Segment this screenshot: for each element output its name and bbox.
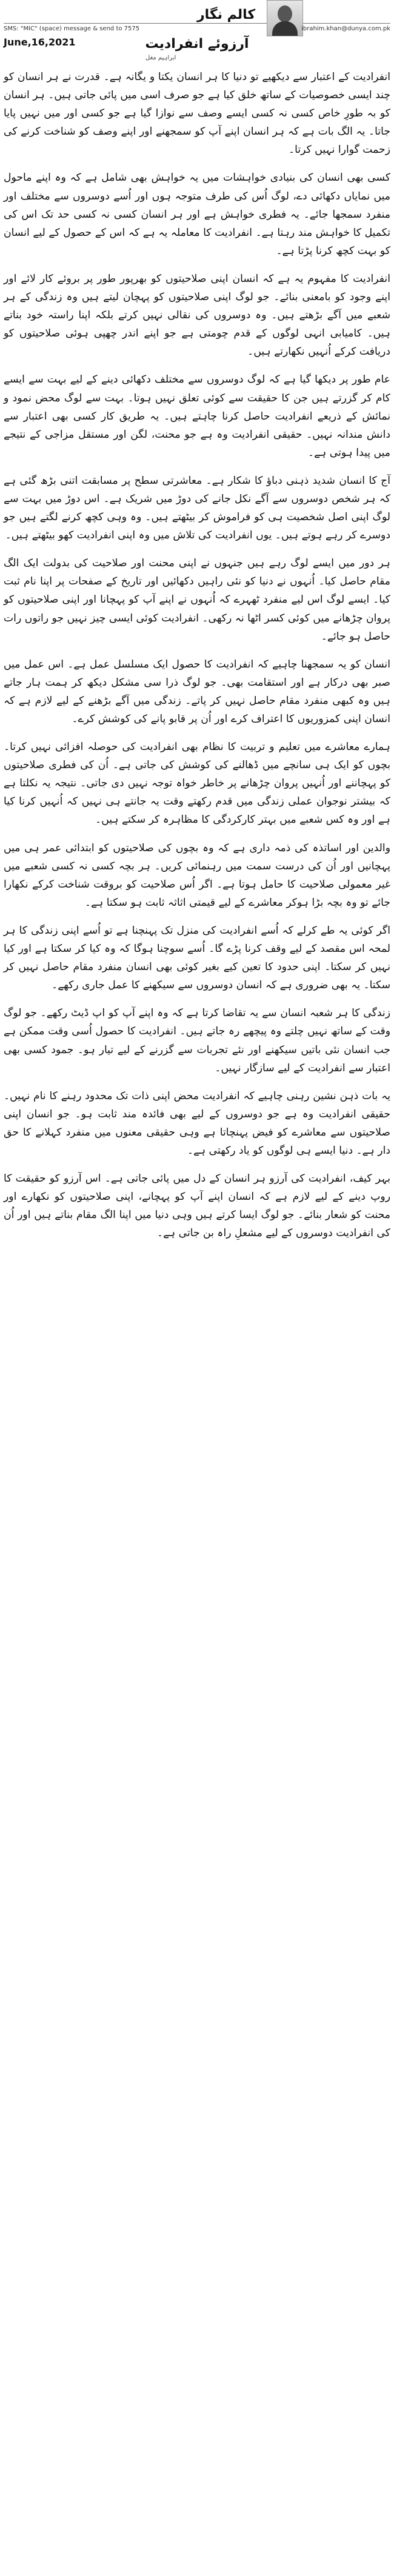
article-paragraph: انفرادیت کے اعتبار سے دیکھیے تو دنیا کا ہر انسان یکتا و یگانہ ہے۔ قدرت نے ہر انسان کو چند ایسی خصوصیات کے ساتھ خلق کیا ہے جو صرف اسی میں پائی جاتی ہیں۔ ہر انسان کو بہ طورِ خاص کسی نہ کسی ایسے وصف سے نوازا گیا ہے جو کسی اور میں نہیں پایا جاتا۔ یہ الگ بات ہے کہ ہر انسان اپنے آپ کو سمجھنے اور اپنے وصف کو شناخت کرنے کی زحمت گوارا نہیں کرتا۔ [4,71,390,156]
article-paragraph: ہمارے معاشرے میں تعلیم و تربیت کا نظام بھی انفرادیت کی حوصلہ افزائی نہیں کرتا۔ بچوں کو ایک ہی سانچے میں ڈھالنے کی کوشش کی جاتی ہے۔ اُن کی فطری صلاحیتوں کو پہچاننے اور اُنہیں پروان چڑھانے پر خاطر خواہ توجہ نہیں دی جاتی۔ نتیجہ یہ نکلتا ہے کہ بیشتر نوجوان عملی زندگی میں قدم رکھتے وقت یہ جانتے ہی نہیں کہ اُنہیں کرنا کیا ہے اور وہ کس شعبے میں بہتر کارکردگی کا مظاہرہ کر سکتے ہیں۔ [4,741,390,826]
article-paragraph: عام طور پر دیکھا گیا ہے کہ لوگ دوسروں سے مختلف دکھائی دینے کے لیے بہت سے ایسے کام کر گزرتے ہیں جن کا حقیقت سے کوئی تعلق نہیں ہوتا۔ بہت سے لوگ محض نمود و نمائش کے ذریعے انفرادیت حاصل کرنا چاہتے ہیں۔ یہ طریق کار کسی بھی اعتبار سے دانش مندانہ نہیں۔ حقیقی انفرادیت وہ ہے جو محنت، لگن اور مستقل مزاجی کے نتیجے میں پیدا ہوتی ہے۔ [4,373,390,459]
article-paragraph: زندگی کا ہر شعبہ انسان سے یہ تقاضا کرتا ہے کہ وہ اپنے آپ کو اپ ڈیٹ رکھے۔ جو لوگ وقت کے ساتھ نہیں چلتے وہ پیچھے رہ جاتے ہیں۔ انفرادیت کا حصول اُسی وقت ممکن ہے جب انسان نئی باتیں سیکھنے اور نئے تجربات سے گزرنے کے لیے تیار ہو۔ جمود کسی بھی اعتبار سے انفرادیت کے لیے سازگار نہیں۔ [4,1007,390,1074]
author-photo [267,0,303,36]
article-paragraph: انسان کو یہ سمجھنا چاہیے کہ انفرادیت کا حصول ایک مسلسل عمل ہے۔ اس عمل میں صبر بھی درکار ہے اور استقامت بھی۔ جو لوگ ذرا سی مشکل دیکھ کر ہمت ہار جاتے ہیں وہ کبھی منفرد مقام حاصل نہیں کر پاتے۔ زندگی میں آگے بڑھنے کے لیے لازم ہے کہ انسان اپنی کمزوریوں کا اعتراف کرے اور اُن پر قابو پانے کی کوشش کرے۔ [4,658,390,725]
author-photo-body [272,21,298,36]
author-photo-head [278,5,292,22]
article-paragraph: بہر کیف، انفرادیت کی آرزو ہر انسان کے دل میں پائی جاتی ہے۔ اس آرزو کو حقیقت کا روپ دینے کے لیے لازم ہے کہ انسان اپنے آپ کو پہچانے، اپنی صلاحیتوں کو نکھارے اور محنت کو شعار بنائے۔ جو لوگ ایسا کرتے ہیں وہی دنیا میں اپنا الگ مقام بناتے ہیں اور اُن کی انفرادیت دوسروں کے لیے مشعلِ راہ بن جاتی ہے۔ [4,1173,390,1240]
author-name: ابراہیم مغل [145,55,176,61]
article-paragraph: انفرادیت کا مفہوم یہ ہے کہ انسان اپنی صلاحیتوں کو بھرپور طور پر بروئے کار لائے اور اپنے وجود کو بامعنی بنائے۔ جو لوگ اپنی صلاحیتوں کو پہچان لیتے ہیں وہ زندگی کے ہر شعبے میں آگے بڑھتے ہیں۔ وہ دوسروں کی نقالی نہیں کرتے بلکہ اپنا راستہ خود بناتے ہیں۔ کامیابی انہی لوگوں کے قدم چومتی ہے جو اپنے اندر چھپی ہوئی صلاحیتوں کو دریافت کرکے اُنہیں نکھارتے ہیں۔ [4,272,390,358]
author-email: ibrahim.khan@dunya.com.pk [301,25,390,32]
article-paragraph: اگر کوئی یہ طے کرلے کہ اُسے انفرادیت کی منزل تک پہنچنا ہے تو اُسے اپنی زندگی کا ہر لمحہ اس مقصد کے لیے وقف کرنا پڑے گا۔ اُسے سوچنا ہوگا کہ وہ کیا کر سکتا ہے اور کیا نہیں کر سکتا۔ اپنی حدود کا تعین کیے بغیر کوئی بھی انسان منفرد مقام حاصل نہیں کر سکتا۔ یہ بھی ضروری ہے کہ انسان دوسروں سے سیکھنے کا عمل جاری رکھے۔ [4,924,390,992]
newspaper-logo-text: کالم نگار [197,7,256,22]
article-body [4,68,390,1252]
newspaper-logo [197,2,264,27]
column-header [0,0,394,59]
article-paragraph: یہ بات ذہن نشین رہنی چاہیے کہ انفرادیت محض اپنی ذات تک محدود رہنے کا نام نہیں۔ حقیقی انفرادیت وہ ہے جو دوسروں کے لیے بھی فائدہ مند ثابت ہو۔ جو انسان اپنی صلاحیتوں سے معاشرے کو فیض پہنچاتا ہے وہی حقیقی معنوں میں منفرد کہلانے کا حق دار ہے۔ دنیا ایسے ہی لوگوں کو یاد رکھتی ہے۔ [4,1089,390,1157]
article-title: آرزوئے انفرادیت [145,36,249,52]
article-paragraph: کسی بھی انسان کی بنیادی خواہشات میں یہ خواہش بھی شامل ہے کہ وہ اپنے ماحول میں نمایاں دکھائی دے، لوگ اُس کی طرف متوجہ ہوں اور اُسے دوسروں سے مختلف اور منفرد سمجھا جائے۔ یہ فطری خواہش ہے اور ہر انسان کسی نہ کسی حد تک اس کی تکمیل کا خواہش مند رہتا ہے۔ انفرادیت کا معاملہ یہ ہے کہ اس کے حصول کے لیے انسان کو بہت کچھ کرنا پڑتا ہے۔ [4,172,390,257]
article-paragraph: آج کا انسان شدید ذہنی دباؤ کا شکار ہے۔ معاشرتی سطح پر مسابقت اتنی بڑھ گئی ہے کہ ہر شخص دوسروں سے آگے نکل جانے کی دوڑ میں شریک ہے۔ اس دوڑ میں بہت سے لوگ اپنی اصل شخصیت ہی کو فراموش کر بیٹھتے ہیں۔ وہ وہی کچھ کرنے لگتے ہیں جو دوسرے کر رہے ہوتے ہیں۔ یوں انفرادیت کی تلاش میں وہ اپنی انفرادیت کھو بیٹھتے ہیں۔ [4,474,390,542]
article-paragraph: ہر دور میں ایسے لوگ رہے ہیں جنہوں نے اپنی محنت اور صلاحیت کی بدولت ایک الگ مقام حاصل کیا۔ اُنہوں نے دنیا کو نئی راہیں دکھائیں اور تاریخ کے صفحات پر اپنا نام ثبت کیا۔ ایسے لوگ اس لیے منفرد ٹھہرے کہ اُنہوں نے اپنے آپ کو پہچانا اور اپنی صلاحیتوں کو پروان چڑھانے میں کوئی کسر اٹھا نہ رکھی۔ انفرادیت کوئی ایسی چیز نہیں جو راتوں رات حاصل ہو جائے۔ [4,557,390,643]
sms-info: SMS: "MIC" (space) message & send to 7575 [4,25,140,32]
article-paragraph: والدین اور اساتذہ کی ذمہ داری ہے کہ وہ بچوں کی صلاحیتوں کو ابتدائی عمر ہی میں پہچانیں اور اُن کی درست سمت میں رہنمائی کریں۔ ہر بچہ کسی نہ کسی شعبے میں غیر معمولی صلاحیت کا حامل ہوتا ہے۔ اگر اُس صلاحیت کو بروقت شناخت کرکے نکھارا جائے تو وہ بچہ بڑا ہوکر معاشرے کے لیے قیمتی اثاثہ ثابت ہو سکتا ہے۔ [4,841,390,909]
publish-date: June,16,2021 [4,36,76,48]
